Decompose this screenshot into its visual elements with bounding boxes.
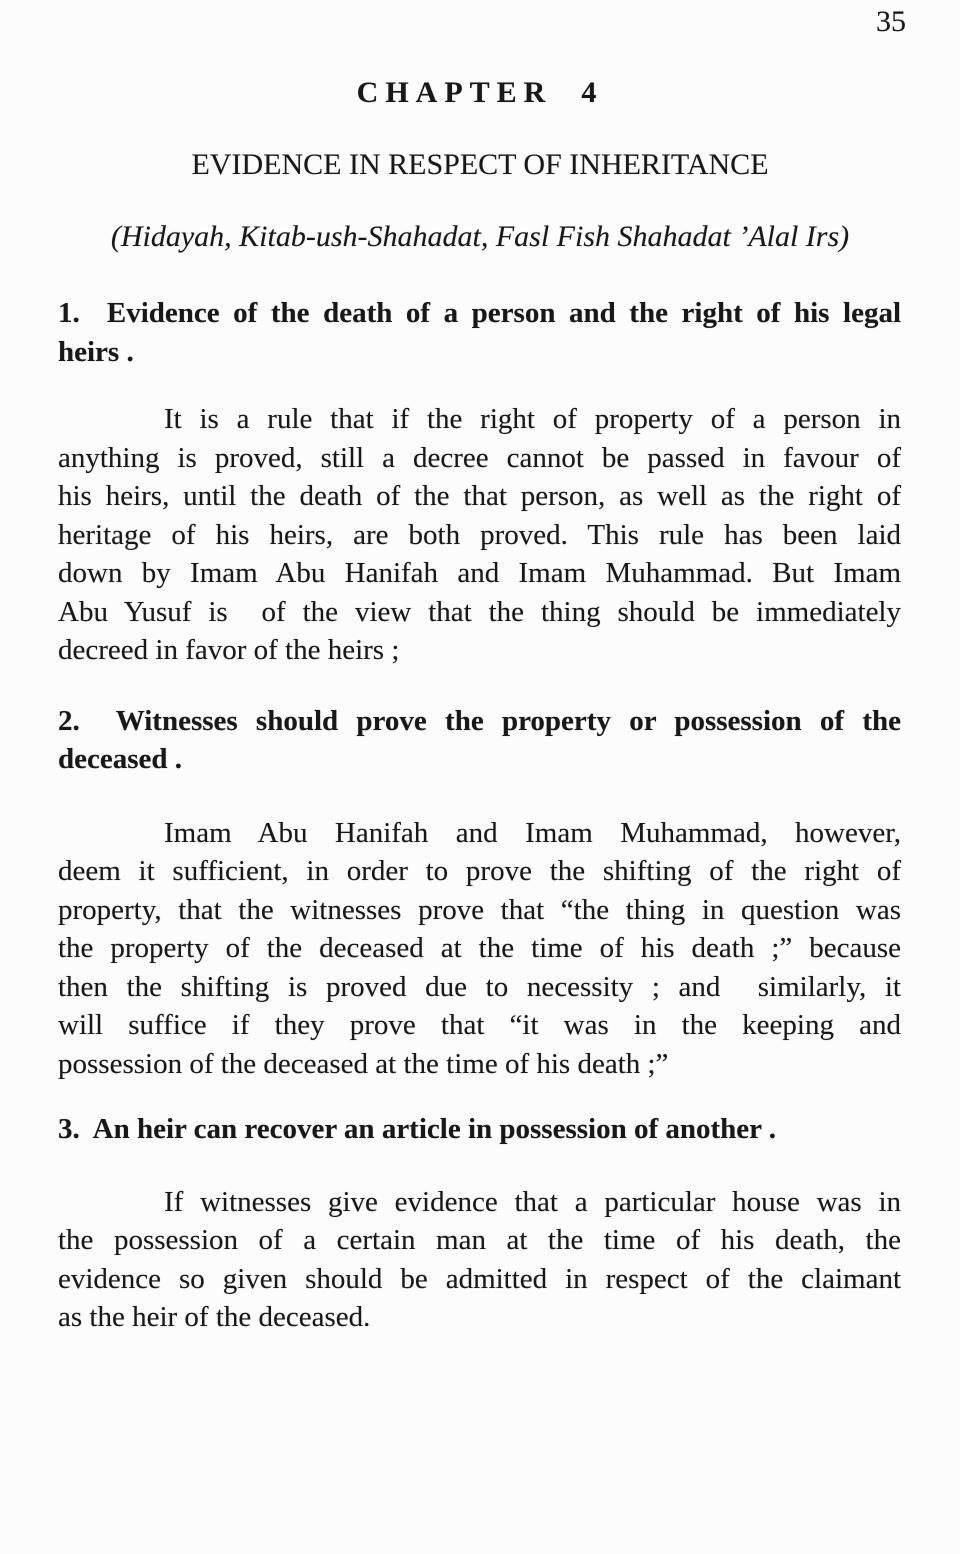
heading-line: 3. An heir can recover an article in possession of another . xyxy=(58,1113,777,1145)
paragraph-line: the property of the deceased at the time of his death ;” because xyxy=(58,932,901,964)
paragraph-line: Abu Yusuf is of the view that the thing should be immediately xyxy=(58,595,901,628)
paragraph-line: will suffice if they prove that “it was in the keeping and xyxy=(58,1009,901,1041)
heading-line: deceased . xyxy=(58,743,183,775)
section-2-heading xyxy=(58,702,901,779)
section-3-paragraph xyxy=(58,1183,901,1337)
heading-line: heirs . xyxy=(58,335,134,368)
heading-line: 1. Evidence of the death of a person and the right of his legal xyxy=(58,297,901,329)
paragraph-line: the possession of a certain man at the time of his death, the xyxy=(58,1224,901,1256)
paragraph-line: property, that the witnesses prove that “the thing in question was xyxy=(58,893,901,926)
section-1-heading xyxy=(58,294,901,371)
chapter-heading: CHAPTER 4 xyxy=(356,76,604,109)
section-1-paragraph xyxy=(58,400,901,670)
heading-line: 2. Witnesses should prove the property or possession of the xyxy=(58,704,901,737)
paragraph-line: decreed in favor of the heirs ; xyxy=(58,634,400,666)
paragraph-line: heritage of his heirs, are both proved. This rule has been laid xyxy=(58,518,901,551)
paragraph-line: deem it sufficient, in order to prove the shifting of the right of xyxy=(58,855,901,887)
chapter-title: EVIDENCE IN RESPECT OF INHERITANCE xyxy=(191,148,769,181)
section-2-paragraph xyxy=(58,814,901,1084)
paragraph-line: If witnesses give evidence that a particular house was in xyxy=(164,1185,901,1218)
source-citation: (Hidayah, Kitab-ush-Shahadat, Fasl Fish Shahadat ’Alal Irs) xyxy=(110,220,850,253)
page-number: 35 xyxy=(876,5,906,38)
paragraph-line: down by Imam Abu Hanifah and Imam Muhammad. But Imam xyxy=(58,557,901,589)
paragraph-line: anything is proved, still a decree cannot be passed in favour of xyxy=(58,441,901,474)
page-content xyxy=(58,294,901,1337)
section-3 xyxy=(58,1110,901,1337)
paragraph-line: as the heir of the deceased. xyxy=(58,1301,371,1333)
section-1 xyxy=(58,294,901,670)
paragraph-line: his heirs, until the death of the that person, as well as the right of xyxy=(58,480,901,512)
paragraph-line: It is a rule that if the right of property of a person in xyxy=(164,403,901,435)
paragraph-line: then the shifting is proved due to necessity ; and similarly, it xyxy=(58,970,901,1003)
section-3-heading xyxy=(58,1110,901,1149)
paragraph-line: Imam Abu Hanifah and Imam Muhammad, however, xyxy=(164,816,901,849)
paragraph-line: evidence so given should be admitted in respect of the claimant xyxy=(58,1262,901,1295)
section-2 xyxy=(58,702,901,1084)
paragraph-line: possession of the deceased at the time of his death ;” xyxy=(58,1047,669,1080)
